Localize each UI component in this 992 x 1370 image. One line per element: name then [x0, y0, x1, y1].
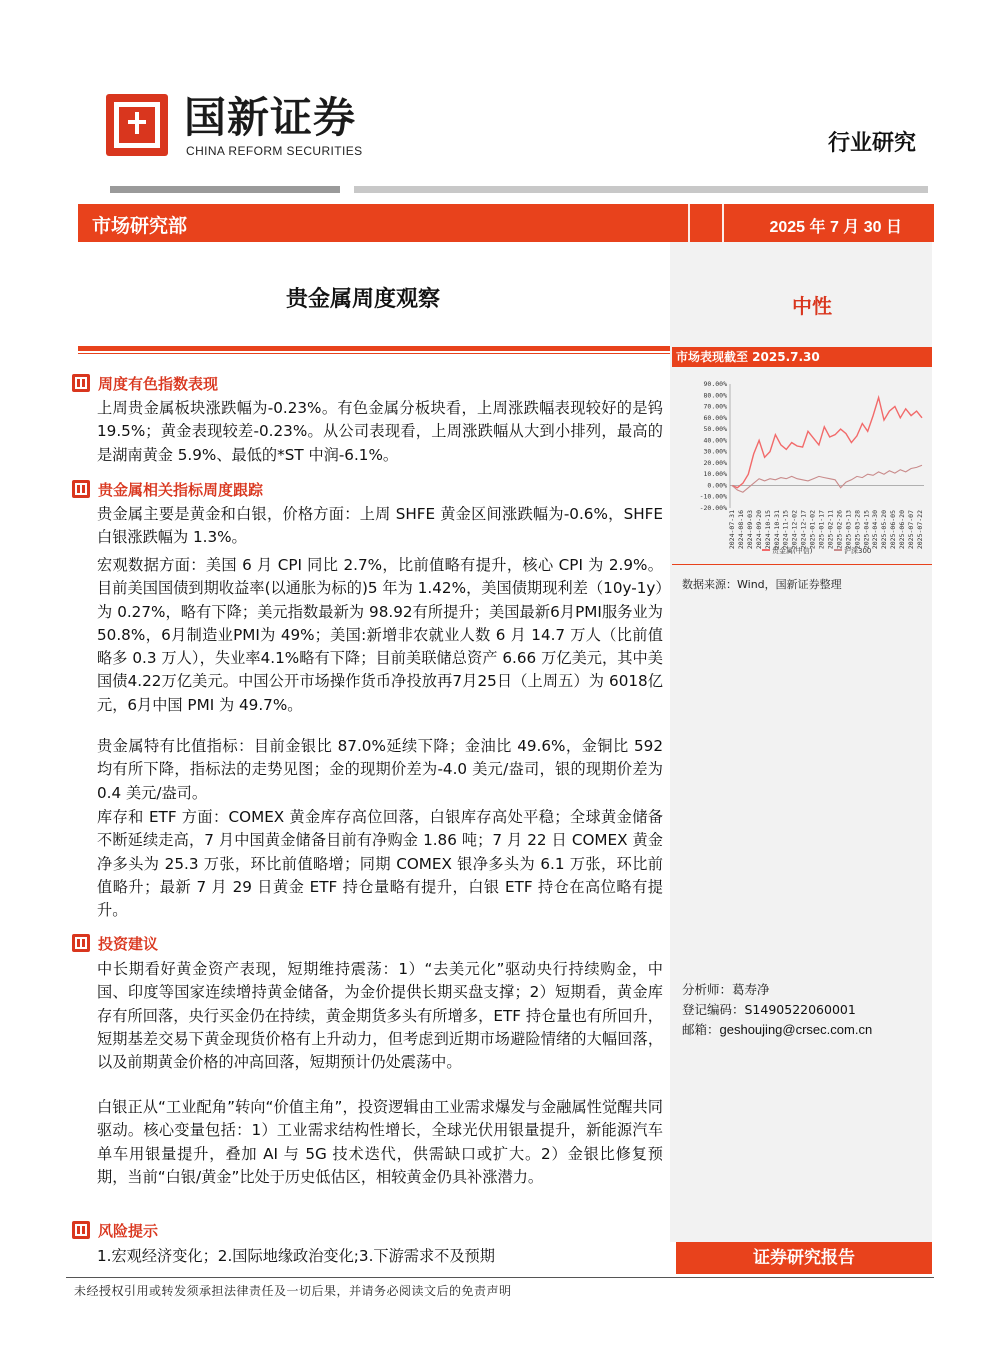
title-rule-thin	[78, 353, 670, 354]
disclaimer: 未经授权引用或转发须承担法律责任及一切后果，并请务必阅读文后的免责声明	[74, 1284, 512, 1298]
x-tick-label: 2025-01-02	[808, 510, 817, 550]
legend-label: 沪深300	[844, 547, 872, 555]
title-rule	[78, 346, 670, 351]
x-tick-label: 2024-10-31	[772, 510, 781, 550]
x-tick-label: 2025-02-11	[826, 510, 835, 550]
y-tick-label: 70.00%	[703, 402, 727, 411]
x-tick-label: 2024-12-17	[799, 510, 808, 550]
series-line	[732, 465, 922, 492]
x-tick-label: 2025-07-22	[916, 510, 924, 550]
paragraph: 贵金属主要是黄金和白银，价格方面：上周 SHFE 黄金区间涨跌幅为-0.6%，SHFE 白银涨跌幅为 1.3%。	[97, 505, 663, 547]
chart-svg	[672, 372, 932, 564]
logo-text-en: CHINA REFORM SECURITIES	[186, 144, 363, 158]
y-tick-label: 60.00%	[703, 413, 727, 422]
x-tick-label: 2024-09-20	[754, 510, 763, 550]
paragraph: 宏观数据方面：美国 6 月 CPI 同比 2.7%，比前值略有提升，核心 CPI 为 2.9%。目前美国国债到期收益率(以通胀为标的)5 年为 1.42%，美国债期现利差（10y-1y）为 0.27%，略有下降；美元指数最新为 98.92有所提升；美国最新6月PMI服务业为50.8%，6月制造业PMI为 49%；美国:新增非农就业人数 6 月 14.7 万人（比前值略多 0.3 万人），失业率4.1%略有下降；目前美联储总资产 6.66 万亿美元，其中美国债4.22万亿美元。中国公开市场操作货币净投放再7月25日（上周五）为 6018亿元，6月中国 PMI 为 49.7%。	[97, 556, 663, 714]
y-tick-label: 80.00%	[703, 391, 727, 400]
paragraph: 上周贵金属板块涨跌幅为-0.23%。有色金属分板块看，上周涨跌幅表现较好的是钨 19.5%；黄金表现较差-0.23%。从公司表现看，上周涨跌幅从大到小排列，最高的是湖南黄金 5.9%、最低的*ST 中润-6.1%。	[97, 399, 663, 464]
y-tick-label: 90.00%	[703, 380, 727, 388]
chart-source: 数据来源：Wind，国新证券整理	[682, 578, 842, 591]
analyst-email[interactable]: geshoujing@crsec.com.cn	[719, 1022, 873, 1037]
y-tick-label: -10.00%	[699, 492, 727, 501]
chart-bottom-rule	[672, 564, 932, 565]
section-bullet-icon	[72, 480, 90, 498]
y-tick-label: 20.00%	[703, 458, 727, 467]
y-tick-label: -20.00%	[699, 504, 727, 512]
x-tick-label: 2025-04-15	[862, 510, 871, 550]
section-heading: 周度有色指数表现	[72, 372, 218, 394]
x-tick-label: 2025-07-07	[907, 510, 916, 550]
analyst-name: 分析师：葛寿净	[682, 982, 770, 997]
section-heading: 风险提示	[72, 1219, 158, 1241]
band-divider	[722, 204, 724, 242]
header-divider-left	[110, 186, 340, 193]
y-tick-label: 40.00%	[703, 436, 727, 445]
logo-mark-icon	[106, 94, 168, 156]
paragraph: 中长期看好黄金资产表现，短期维持震荡：1）“去美元化”驱动央行持续购金，中国、印度等国家连续增持黄金储备，为金价提供长期买盘支撑；2）短期看，黄金库存有所回落，央行买金仍在持续，黄金期货多头有所增多，ETF 持仓量也有所回升，短期基差交易下黄金现货价格有上升动力，但考虑到近期市场避险情绪的大幅回落，以及前期黄金价格的冲高回落，短期预计仍处震荡中。	[97, 960, 663, 1072]
x-tick-label: 2024-08-16	[736, 510, 745, 550]
y-tick-label: 50.00%	[703, 425, 727, 434]
x-tick-label: 2025-04-30	[871, 510, 880, 550]
section-bullet-icon	[72, 1221, 90, 1239]
paragraph: 白银正从“工业配角”转向“价值主角”，投资逻辑由工业需求爆发与金融属性觉醒共同驱动。核心变量包括：1）工业需求结构性增长，全球光伏用银量提升，新能源汽车单车用银量提升，叠加 AI 与 5G 技术迭代，供需缺口或扩大。2）金银比修复预期，当前“白银/黄金”比处于历史低估区，相较黄金仍具补涨潜力。	[97, 1098, 663, 1186]
x-tick-label: 2024-07-31	[728, 510, 736, 550]
report-type: 行业研究	[827, 130, 916, 156]
report-date: 2025 年 7 月 30 日	[769, 219, 902, 236]
series-line	[732, 398, 922, 488]
section-heading: 贵金属相关指标周度跟踪	[72, 478, 263, 500]
analyst-email-row	[682, 1020, 872, 1040]
report-title: 贵金属周度观察	[286, 286, 441, 312]
band-divider	[688, 204, 690, 242]
y-tick-label: 30.00%	[703, 447, 727, 456]
email-label: 邮箱：	[682, 1022, 720, 1037]
section-heading: 投资建议	[72, 932, 158, 954]
market-performance-chart	[672, 372, 932, 564]
industry-rating: 中性	[792, 294, 832, 318]
footer-rule	[66, 1277, 934, 1278]
y-tick-label: 0.00%	[707, 481, 727, 490]
x-tick-label: 2024-09-03	[745, 510, 754, 550]
report-category-label: 证券研究报告	[676, 1242, 932, 1274]
legend-label: 贵金属(中信)	[772, 547, 813, 555]
paragraph: 库存和 ETF 方面：COMEX 黄金库存高位回落，白银库存高处平稳；全球黄金储备不断延续走高，7 月中国黄金储备目前有净购金 1.86 吨；7 月 22 日 COMEX 黄金净多头为 25.3 万张，环比前值略增；同期 COMEX 银净多头为 6.1 万张，环比前值略升；最新 7 月 29 日黄金 ETF 持仓量略有提升，白银 ETF 持仓在高位略有提升。	[97, 808, 663, 920]
section-bullet-icon	[72, 934, 90, 952]
department-name: 市场研究部	[92, 215, 188, 237]
y-tick-label: 10.00%	[703, 470, 727, 479]
chart-header: 市场表现截至 2025.7.30	[672, 347, 932, 367]
header-divider-right	[354, 186, 928, 193]
x-tick-label: 2024-12-02	[790, 510, 799, 550]
section-bullet-icon	[72, 374, 90, 392]
x-tick-label: 2025-06-20	[898, 510, 907, 550]
x-tick-label: 2024-10-15	[763, 510, 772, 550]
paragraph: 贵金属特有比值指标：目前金银比 87.0%延续下降；金油比 49.6%，金铜比 592 均有所下降，指标法的走势见图；金的现期价差为-4.0 美元/盎司，银的现期价差为 0.4 美元/盎司。	[97, 737, 663, 802]
x-tick-label: 2025-06-05	[889, 510, 898, 550]
company-logo	[106, 94, 386, 160]
x-tick-label: 2025-01-17	[817, 510, 826, 550]
analyst-registration: 登记编码：S1490522060001	[682, 1002, 856, 1017]
x-tick-label: 2025-03-13	[844, 510, 853, 550]
x-tick-label: 2025-03-28	[853, 510, 862, 550]
x-tick-label: 2024-11-15	[781, 510, 790, 550]
x-tick-label: 2025-02-26	[835, 510, 844, 550]
paragraph: 1.宏观经济变化；2.国际地缘政治变化;3.下游需求不及预期	[97, 1247, 495, 1265]
x-tick-label: 2025-05-20	[880, 510, 889, 550]
analyst-info	[682, 980, 872, 1040]
logo-text-cn: 国新证券	[184, 93, 357, 142]
